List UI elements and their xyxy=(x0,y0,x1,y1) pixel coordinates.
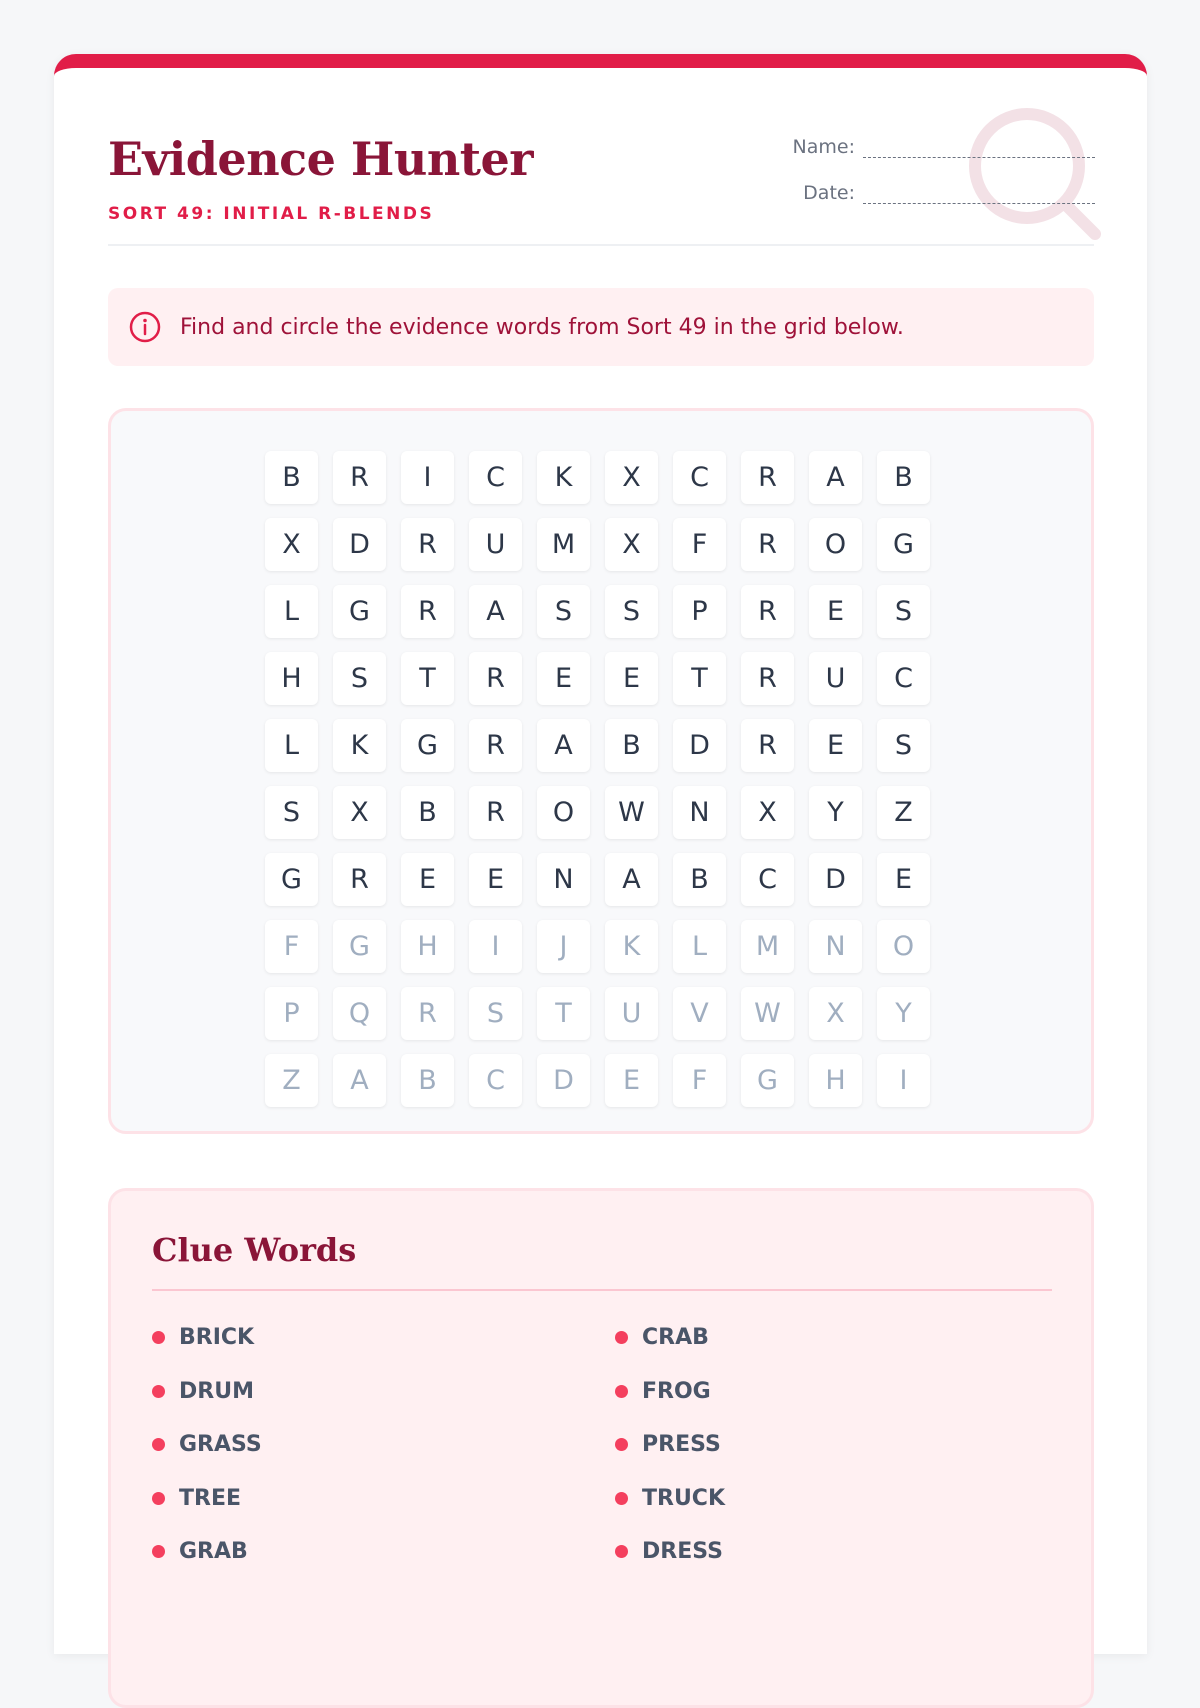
grid-letter-cell[interactable]: A xyxy=(537,719,590,772)
grid-letter-cell[interactable]: H xyxy=(401,920,454,973)
grid-letter-cell[interactable]: Y xyxy=(809,786,862,839)
bullet-dot-icon xyxy=(615,1545,628,1558)
bullet-dot-icon xyxy=(615,1385,628,1398)
clue-word-label: DRESS xyxy=(642,1539,723,1565)
grid-letter-cell[interactable]: E xyxy=(809,719,862,772)
grid-letter-cell[interactable]: D xyxy=(537,1054,590,1107)
grid-letter-cell[interactable]: X xyxy=(741,786,794,839)
clue-word-label: FROG xyxy=(642,1378,711,1404)
grid-letter-cell[interactable]: I xyxy=(877,1054,930,1107)
grid-letter-cell[interactable]: R xyxy=(469,652,522,705)
grid-letter-cell[interactable]: B xyxy=(673,853,726,906)
grid-letter-cell[interactable]: R xyxy=(469,719,522,772)
grid-letter-cell[interactable]: A xyxy=(333,1054,386,1107)
clue-word-item xyxy=(152,1472,615,1526)
bullet-dot-icon xyxy=(152,1492,165,1505)
grid-letter-cell[interactable]: F xyxy=(673,1054,726,1107)
grid-letter-cell[interactable]: U xyxy=(469,518,522,571)
clue-divider xyxy=(152,1289,1052,1291)
grid-letter-cell[interactable]: R xyxy=(741,451,794,504)
clue-word-item xyxy=(615,1418,1052,1472)
grid-letter-cell[interactable]: J xyxy=(537,920,590,973)
clue-word-item xyxy=(615,1365,1052,1419)
grid-letter-cell[interactable]: S xyxy=(537,585,590,638)
grid-letter-cell[interactable]: O xyxy=(877,920,930,973)
grid-letter-cell[interactable]: P xyxy=(265,987,318,1040)
grid-letter-cell[interactable]: E xyxy=(605,1054,658,1107)
grid-letter-cell[interactable]: F xyxy=(265,920,318,973)
grid-letter-cell[interactable]: T xyxy=(401,652,454,705)
grid-letter-cell[interactable]: S xyxy=(605,585,658,638)
grid-letter-cell[interactable]: I xyxy=(469,920,522,973)
clue-word-label: GRASS xyxy=(179,1432,262,1458)
grid-letter-cell[interactable]: S xyxy=(877,719,930,772)
grid-letter-cell[interactable]: U xyxy=(809,652,862,705)
grid-letter-cell[interactable]: X xyxy=(333,786,386,839)
grid-letter-cell[interactable]: B xyxy=(877,451,930,504)
date-blank[interactable] xyxy=(863,185,1095,204)
grid-letter-cell[interactable]: H xyxy=(265,652,318,705)
clue-word-item xyxy=(615,1472,1052,1526)
bullet-dot-icon xyxy=(615,1438,628,1451)
grid-letter-cell[interactable]: E xyxy=(605,652,658,705)
grid-letter-cell[interactable]: L xyxy=(265,585,318,638)
grid-letter-cell[interactable]: K xyxy=(537,451,590,504)
clue-word-label: TRUCK xyxy=(642,1485,726,1511)
clue-word-list xyxy=(152,1311,1052,1579)
grid-letter-cell[interactable]: D xyxy=(809,853,862,906)
grid-letter-cell[interactable]: P xyxy=(673,585,726,638)
grid-letter-cell[interactable]: G xyxy=(265,853,318,906)
grid-letter-cell[interactable]: R xyxy=(741,652,794,705)
grid-letter-cell[interactable]: S xyxy=(877,585,930,638)
grid-letter-cell[interactable]: E xyxy=(401,853,454,906)
bullet-dot-icon xyxy=(152,1545,165,1558)
grid-letter-cell[interactable]: B xyxy=(401,786,454,839)
grid-letter-cell[interactable]: N xyxy=(809,920,862,973)
clue-word-label: GRAB xyxy=(179,1539,248,1565)
grid-letter-cell[interactable]: B xyxy=(605,719,658,772)
grid-letter-cell[interactable]: R xyxy=(469,786,522,839)
grid-letter-cell[interactable]: G xyxy=(741,1054,794,1107)
grid-letter-cell[interactable]: M xyxy=(537,518,590,571)
date-field[interactable] xyxy=(803,182,1095,204)
grid-letter-cell[interactable]: Y xyxy=(877,987,930,1040)
date-label: Date: xyxy=(803,182,855,204)
grid-letter-cell[interactable]: T xyxy=(537,987,590,1040)
grid-letter-cell[interactable]: B xyxy=(401,1054,454,1107)
grid-letter-cell[interactable]: R xyxy=(741,719,794,772)
clue-word-label: TREE xyxy=(179,1485,242,1511)
grid-letter-cell[interactable]: W xyxy=(605,786,658,839)
clue-word-label: DRUM xyxy=(179,1378,254,1404)
grid-letter-cell[interactable]: S xyxy=(265,786,318,839)
grid-letter-cell[interactable]: K xyxy=(333,719,386,772)
grid-letter-cell[interactable]: G xyxy=(877,518,930,571)
magnifier-icon xyxy=(967,106,1107,246)
clue-word-item xyxy=(152,1311,615,1365)
grid-letter-cell[interactable]: U xyxy=(605,987,658,1040)
grid-letter-cell[interactable]: X xyxy=(605,518,658,571)
grid-letter-cell[interactable]: S xyxy=(469,987,522,1040)
clue-word-label: CRAB xyxy=(642,1325,709,1351)
grid-letter-cell[interactable]: B xyxy=(265,451,318,504)
grid-letter-cell[interactable]: C xyxy=(469,451,522,504)
grid-letter-cell[interactable]: Z xyxy=(877,786,930,839)
grid-letter-cell[interactable]: G xyxy=(401,719,454,772)
grid-letter-cell[interactable]: E xyxy=(537,652,590,705)
header-divider xyxy=(108,244,1094,246)
grid-letter-cell[interactable]: A xyxy=(605,853,658,906)
grid-letter-cell[interactable]: C xyxy=(673,451,726,504)
clue-word-item xyxy=(152,1525,615,1579)
info-icon xyxy=(128,310,162,344)
grid-letter-cell[interactable]: Q xyxy=(333,987,386,1040)
grid-letter-cell[interactable]: C xyxy=(469,1054,522,1107)
bullet-dot-icon xyxy=(615,1492,628,1505)
grid-letter-cell[interactable]: X xyxy=(605,451,658,504)
worksheet-page xyxy=(54,54,1147,1654)
clue-word-label: PRESS xyxy=(642,1432,721,1458)
bullet-dot-icon xyxy=(152,1385,165,1398)
grid-letter-cell[interactable]: F xyxy=(673,518,726,571)
grid-letter-cell[interactable]: D xyxy=(673,719,726,772)
grid-letter-cell[interactable]: E xyxy=(809,585,862,638)
word-search-grid xyxy=(265,451,930,1107)
grid-letter-cell[interactable]: N xyxy=(537,853,590,906)
word-search-panel xyxy=(108,408,1094,1134)
grid-letter-cell[interactable]: Z xyxy=(265,1054,318,1107)
clue-word-item xyxy=(615,1311,1052,1365)
page-subtitle: SORT 49: INITIAL R-BLENDS xyxy=(108,204,435,224)
grid-letter-cell[interactable]: X xyxy=(265,518,318,571)
clue-word-item xyxy=(615,1525,1052,1579)
grid-letter-cell[interactable]: R xyxy=(401,518,454,571)
clue-word-item xyxy=(152,1365,615,1419)
clue-word-label: BRICK xyxy=(179,1325,255,1351)
grid-letter-cell[interactable]: L xyxy=(673,920,726,973)
grid-letter-cell[interactable]: R xyxy=(401,585,454,638)
grid-letter-cell[interactable]: R xyxy=(741,518,794,571)
grid-letter-cell[interactable]: W xyxy=(741,987,794,1040)
grid-letter-cell[interactable]: R xyxy=(401,987,454,1040)
grid-letter-cell[interactable]: M xyxy=(741,920,794,973)
grid-letter-cell[interactable]: N xyxy=(673,786,726,839)
grid-letter-cell[interactable]: X xyxy=(809,987,862,1040)
name-label: Name: xyxy=(792,136,855,158)
clue-words-panel xyxy=(108,1188,1094,1708)
bullet-dot-icon xyxy=(152,1331,165,1344)
grid-letter-cell[interactable]: O xyxy=(537,786,590,839)
grid-letter-cell[interactable]: A xyxy=(809,451,862,504)
grid-letter-cell[interactable]: L xyxy=(265,719,318,772)
page-title: Evidence Hunter xyxy=(108,132,534,186)
grid-letter-cell[interactable]: E xyxy=(469,853,522,906)
grid-letter-cell[interactable]: E xyxy=(877,853,930,906)
grid-letter-cell[interactable]: G xyxy=(333,585,386,638)
grid-letter-cell[interactable]: T xyxy=(673,652,726,705)
clue-word-item xyxy=(152,1418,615,1472)
name-blank[interactable] xyxy=(863,139,1095,158)
grid-letter-cell[interactable]: A xyxy=(469,585,522,638)
grid-letter-cell[interactable]: S xyxy=(333,652,386,705)
name-field[interactable] xyxy=(793,136,1095,158)
bullet-dot-icon xyxy=(152,1438,165,1451)
grid-letter-cell[interactable]: R xyxy=(741,585,794,638)
grid-letter-cell[interactable]: H xyxy=(809,1054,862,1107)
grid-letter-cell[interactable]: O xyxy=(809,518,862,571)
grid-letter-cell[interactable]: I xyxy=(401,451,454,504)
grid-letter-cell[interactable]: D xyxy=(333,518,386,571)
grid-letter-cell[interactable]: R xyxy=(333,451,386,504)
clue-words-title: Clue Words xyxy=(152,1231,357,1269)
grid-letter-cell[interactable]: C xyxy=(741,853,794,906)
grid-letter-cell[interactable]: C xyxy=(877,652,930,705)
grid-letter-cell[interactable]: R xyxy=(333,853,386,906)
grid-letter-cell[interactable]: K xyxy=(605,920,658,973)
instruction-text: Find and circle the evidence words from Sort 49 in the grid below. xyxy=(180,314,904,340)
bullet-dot-icon xyxy=(615,1331,628,1344)
grid-letter-cell[interactable]: V xyxy=(673,987,726,1040)
instruction-banner xyxy=(108,288,1094,366)
grid-letter-cell[interactable]: G xyxy=(333,920,386,973)
